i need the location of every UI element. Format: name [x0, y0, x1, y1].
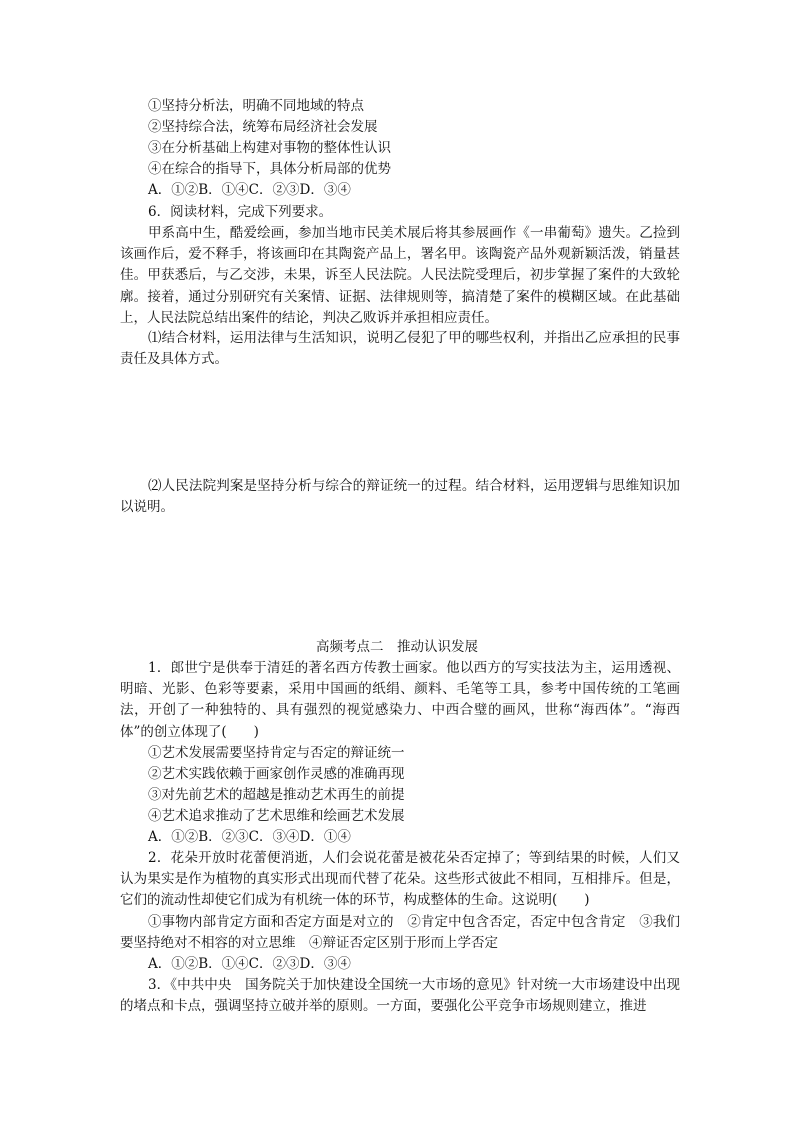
q6-subquestion-1: ⑴结合材料，运用法律与生活知识，说明乙侵犯了甲的哪些权利，并指出乙应承担的民事责任及具体方式。 [120, 330, 680, 368]
q2-choices: A．①②B．①④C．②③D．③④ [148, 956, 351, 972]
section-title: 高频考点二 推动认识发展 [316, 639, 478, 655]
q1-choices: A．①②B．②③C．③④D．①④ [148, 829, 351, 845]
q6-subquestion-2: ⑵人民法院判案是坚持分析与综合的辩证统一的过程。结合材料，运用逻辑与思维知识加以说明。 [120, 478, 680, 516]
q1-option-1: ①艺术发展需要坚持肯定与否定的辩证统一 [148, 745, 405, 761]
q6-stem: 6．阅读材料，完成下列要求。 [148, 204, 333, 220]
q5-option-1: ①坚持分析法，明确不同地域的特点 [148, 98, 364, 114]
q5-option-4: ④在综合的指导下，具体分析局部的优势 [148, 161, 391, 177]
q3-stem: 3．《中共中央 国务院关于加快建设全国统一大市场的意见》针对统一大市场建设中出现的堵点和卡点，强调坚持立破并举的原则。一方面，要强化公平竞争市场规则建立，推进 [120, 977, 680, 1015]
q5-option-2: ②坚持综合法，统筹布局经济社会发展 [148, 119, 378, 135]
q2-stem: 2．花朵开放时花蕾便消逝，人们会说花蕾是被花朵否定掉了；等到结果的时候，人们又认为果实是作为植物的真实形式出现而代替了花朵。这些形式彼此不相同，互相排斥。但是，它们的流动性却使它们成为有机统一体的环节，构成整体的生命。这说明( ) [120, 850, 680, 909]
q2-options: ①事物内部肯定方面和否定方面是对立的 ②肯定中包含否定，否定中包含肯定 ③我们要坚持绝对不相容的对立思维 ④辩证否定区别于形而上学否定 [120, 914, 680, 952]
q1-stem: 1．郎世宁是供奉于清廷的著名西方传教士画家。他以西方的写实技法为主，运用透视、明暗、光影、色彩等要素，采用中国画的纸绢、颜料、毛笔等工具，参考中国传统的工笔画法，开创了一种独特的、具有强烈的视觉感染力、中西合璧的画风，世称“海西体”。“海西体”的创立体现了( ) [120, 660, 680, 740]
q1-option-4: ④艺术追求推动了艺术思维和绘画艺术发展 [148, 808, 405, 824]
q1-option-2: ②艺术实践依赖于画家创作灵感的准确再现 [148, 766, 405, 782]
q6-material: 甲系高中生，酷爱绘画，参加当地市民美术展后将其参展画作《一串葡萄》遗失。乙捡到该画作后，爱不释手，将该画印在其陶瓷产品上，署名甲。该陶瓷产品外观新颖活泼，销量甚佳。甲获悉后，与乙交涉，未果，诉至人民法院。人民法院受理后，初步掌握了案件的大致轮廓。接着，通过分别研究有关案情、证据、法律规则等，搞清楚了案件的模糊区域。在此基础上，人民法院总结出案件的结论，判决乙败诉并承担相应责任。 [120, 225, 680, 326]
q5-choices: A．①②B．①④C．②③D．③④ [148, 182, 351, 198]
q1-option-3: ③对先前艺术的超越是推动艺术再生的前提 [148, 787, 405, 803]
q5-option-3: ③在分析基础上构建对事物的整体性认识 [148, 140, 391, 156]
